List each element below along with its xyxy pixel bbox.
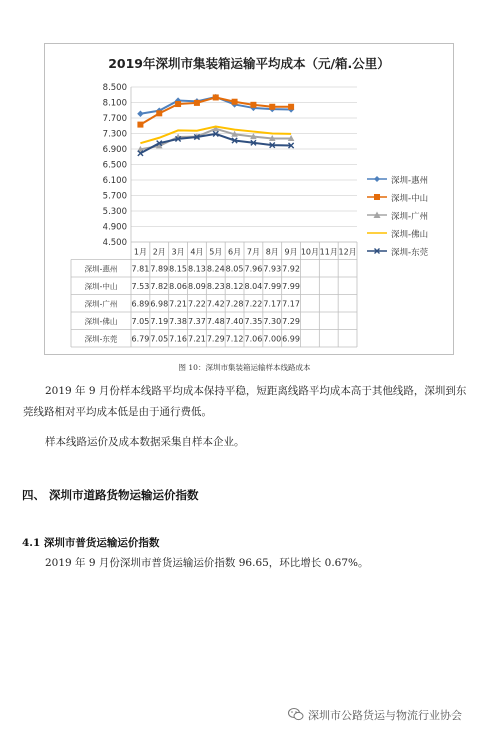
y-tick-label: 7.700 [102,114,127,124]
table-cell-value: 7.16 [169,334,187,344]
x-tick-label: 1月 [133,247,147,257]
table-cell-value: 7.21 [169,299,187,309]
legend-item-zhongshan [367,190,451,208]
legend-marker-huizhou [367,174,387,184]
legend-marker-zhongshan [367,192,387,202]
table-cell-value: 7.12 [225,334,244,344]
data-point [175,101,181,107]
section-heading: 四、 深圳市道路货物运输运价指数 [22,488,199,502]
table-cell-value: 7.21 [188,334,206,344]
data-point [137,122,143,128]
table-row-label: 深圳-广州 [84,299,118,309]
table-cell-value: 7.38 [169,317,187,326]
table-cell-value: 7.93 [263,264,282,274]
table-cell-value: 7.99 [282,282,300,291]
x-tick-label: 9月 [284,247,298,257]
x-tick-label: 6月 [228,247,242,257]
y-tick-label: 4.500 [102,238,127,248]
table-cell-value: 7.96 [244,264,263,274]
table-cell-value: 7.05 [150,334,169,344]
table-cell-value: 7.22 [244,299,263,309]
legend-label-foshan: 深圳-佛山 [391,230,429,240]
data-point [250,102,256,108]
legend-marker-foshan [367,228,387,238]
table-cell-value: 6.98 [150,299,169,309]
chart-title: 2019年深圳市集装箱运输平均成本（元/箱.公里） [108,56,390,71]
table-cell-value: 7.89 [150,264,169,274]
series-line [140,97,291,124]
legend-label-huizhou: 深圳-惠州 [391,176,429,186]
x-tick-label: 3月 [171,247,185,257]
table-cell-value: 7.81 [131,264,150,274]
y-tick-label: 6.500 [102,160,127,171]
paragraph-data-source: 样本线路运价及成本数据采集自样本企业。 [45,436,245,448]
table-cell-value: 8.15 [169,264,187,274]
chart-legend [367,172,451,262]
y-tick-label: 8.500 [102,83,127,93]
y-tick-label: 8.100 [102,98,127,109]
legend-label-dongguan: 深圳-东莞 [391,248,429,258]
table-cell-value: 7.53 [131,282,150,291]
y-tick-label: 6.100 [102,176,127,186]
x-tick-label: 2月 [152,247,166,257]
table-cell-value: 8.12 [225,282,244,291]
table-cell-value: 7.29 [206,334,225,344]
table-cell-value: 8.13 [188,264,206,274]
y-tick-label: 5.300 [102,207,127,217]
table-cell-value: 7.92 [282,264,300,274]
legend-item-foshan [367,226,451,244]
table-cell-value: 8.04 [244,282,263,291]
footer-org-name: 深圳市公路货运与物流行业协会 [308,709,462,722]
table-cell-value: 7.19 [150,317,169,326]
y-tick-label: 5.700 [102,191,127,202]
x-tick-label: 11月 [319,247,338,257]
y-tick-label: 7.300 [102,129,127,140]
table-cell-value: 7.17 [282,299,300,309]
paragraph-price-index: 2019 年 9 月份深圳市普货运输运价指数 96.65，环比增长 0.67%。 [45,557,369,569]
data-point [137,111,143,117]
x-tick-label: 5月 [209,247,223,257]
table-cell-value: 7.37 [188,317,206,326]
data-point [288,104,294,110]
legend-label-zhongshan: 深圳-中山 [391,194,429,204]
table-cell-value: 7.05 [131,317,150,326]
table-cell-value: 7.48 [206,317,225,326]
x-tick-label: 10月 [300,247,320,257]
y-tick-label: 6.900 [102,145,127,155]
data-point [156,110,162,116]
chart-container [44,43,454,355]
table-cell-value: 8.09 [188,282,206,291]
wechat-icon [288,707,304,721]
x-tick-label: 8月 [265,247,279,257]
table-cell-value: 7.00 [263,334,282,344]
legend-label-guangzhou: 深圳-广州 [391,212,429,222]
series-line [140,129,291,150]
legend-item-huizhou [367,172,451,190]
table-cell-value: 7.28 [225,299,244,309]
table-row-label: 深圳-佛山 [84,317,118,326]
legend-marker-guangzhou [367,210,387,220]
table-cell-value: 7.82 [150,282,169,291]
table-cell-value: 7.30 [263,317,282,326]
table-cell-value: 8.23 [206,282,225,291]
legend-item-dongguan [367,244,451,262]
data-point [232,99,238,105]
table-cell-value: 7.22 [188,299,206,309]
table-row-label: 深圳-惠州 [84,264,118,274]
table-row-label: 深圳-中山 [84,282,118,291]
data-point [194,100,200,106]
x-tick-label: 4月 [190,247,204,257]
table-cell-value: 6.89 [131,299,150,309]
data-point [213,94,219,100]
table-cell-value: 7.35 [244,317,263,326]
subsection-heading: 4.1 深圳市普货运输运价指数 [22,537,160,549]
table-cell-value: 7.29 [282,317,300,326]
table-cell-value: 8.24 [206,264,225,274]
table-cell-value: 7.99 [263,282,282,291]
table-row-label: 深圳-东莞 [84,334,118,344]
table-cell-value: 7.17 [263,299,282,309]
x-tick-label: 12月 [338,247,357,257]
paragraph-cost-summary: 2019 年 9 月份样本线路平均成本保持平稳，短距离线路平均成本高于其他线路，深圳到东莞线路相对平均成本低是由于通行费低。 [23,385,467,418]
data-point [269,104,275,110]
table-cell-value: 7.40 [225,317,244,326]
x-tick-label: 7月 [246,247,260,257]
legend-item-guangzhou [367,208,451,226]
table-cell-value: 8.05 [225,264,244,274]
figure-caption: 图 10：深圳市集装箱运输样本线路成本 [178,363,311,372]
table-cell-value: 7.42 [206,299,225,309]
table-cell-value: 7.06 [244,334,263,344]
y-tick-label: 4.900 [102,222,127,233]
table-cell-value: 8.06 [169,282,187,291]
legend-marker-dongguan [367,246,387,256]
table-cell-value: 6.99 [282,334,300,344]
table-cell-value: 6.79 [131,334,150,344]
